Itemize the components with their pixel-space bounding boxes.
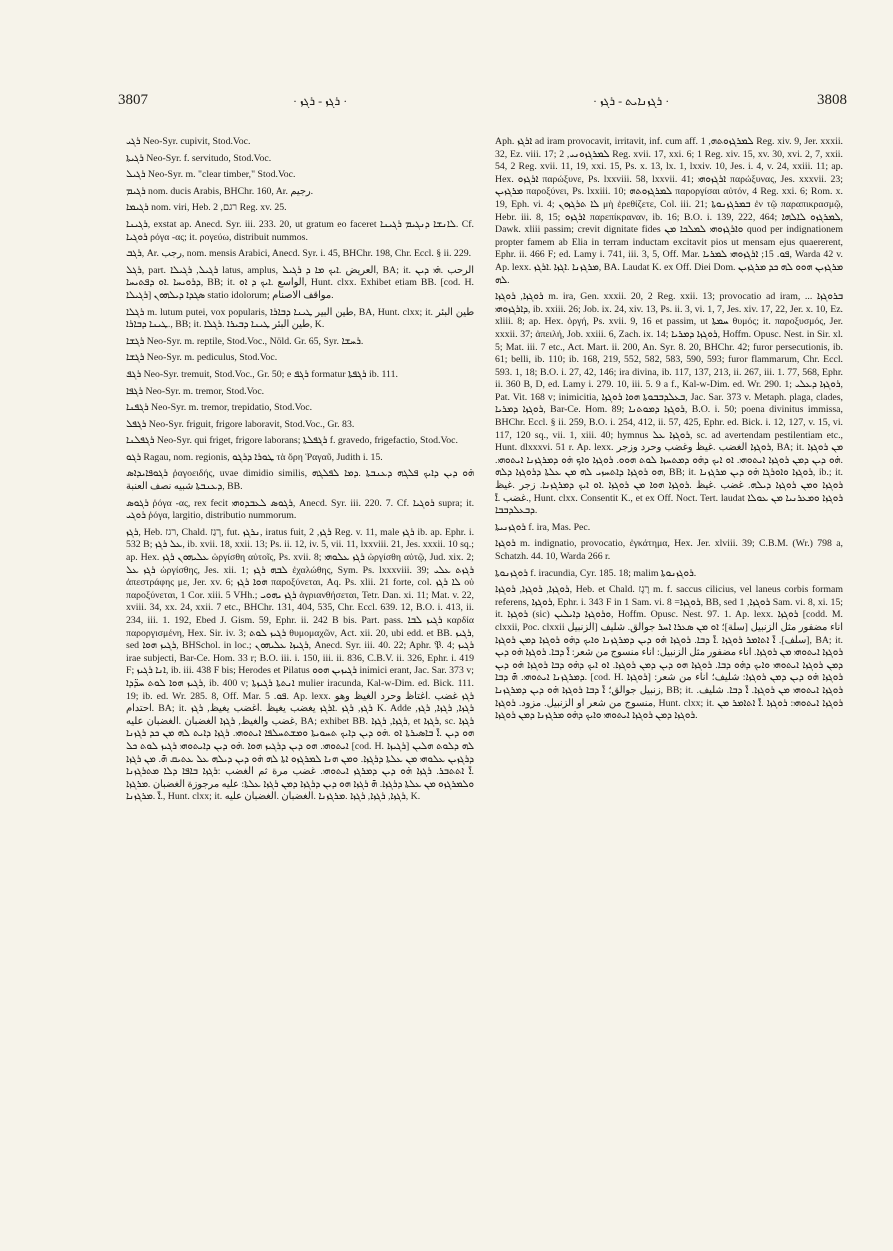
left-column <box>126 136 474 1232</box>
dictionary-entry: ܪܘܓܙܐ, ܪܘܓܙܐ, ܪܘܓܙܐ, Heb. et Chald. רֶגֶז m. f. saccus cilicius, vel laneus corbis formam referens, ܪܘܓܙܐ, Ephr. i. 343 F in 1 Sam. vi. 8 =ܪܘܓܙܐ, BB, sed ܪܘܓܙܐ, 1 Sam. vi. 8, xi. 15; it. ܪܘܓܙܐ (sic) ܘܪܘܓܙܐ ܕܐܝܠܝܢ, Hoffm. Opusc. Nest. 97. 1. Ap. lexx. ܪܘܓܙܐ [codd. M. clxxii, Poc. clxxii الزنبيل] اناء مضفور مثل الزنبيل [سلة]؛ ܐܘ ܡܢ ܣܥܪܐ ܐܚܪ جوالق. شليف [سلف]. ܐ̄ ܐܬܐܡܪ ܪܘܓܙܐ .ܐ̄ ܕܒܐ. ܪܘܓܙܐ ܗ̇ܘ ܕܝܢ ܕܡܪܓܙܢܐ ܘܐܝܟ ܕܗ̇ܘ ܪܘܓܙܐ ܕܡܢ ܪܘܓܙܐ, BA; it. ܪܘܓܙܐ ܐܝܬܘܗܝ ܡܢ ܪܘܓܙܐ. اناء مضفور مثل الزنبيل: اناء منسوج من شعر: ܐ̄ ܕܒܐ. ܪܘܓܙܐ ܗ̇ܘ ܕܝܢ ܕܡܢ ܪܘܓܙܐ ܐܝܬܘܗܝ ܘܐܝܟ ܕܗ̇ܘ ܕܒܐ. ܪܘܓܙܐ ܗܘ ܕܝܢ ܕܡܢ ܪܘܓܙܐ. ܐܘ ܐܝܟ ܕܗ̇ܘ ܕܒܐ ܪܘܓܙܐ ܗ̇ܘ ܕܝܢ ܕܡܪܓܙܢܐ ܐܝܬܘܗܝ. ܗ̄ ܕܒܐ. [cod. H. ܪܘܓܙܐ] ܪܘܓܙܐ ܗ̇ܘ ܕܝܢ ܕܡܢ ܪܘܓܙܐ: شليف؛ اناء من شعر: زنبيل جوالق؛ ܐ̄ ܕܒܐ ܪܘܓܙܐ ܗ̇ܘ ܕܝܢ ܕܡܪܓܙܢܐ, BB; it. ܪܘܓܙܐ ܐܝܬܘܗܝ ܡܢ ܪܘܓܙܐ. ܐ̄ ܕܒܐ. شليف. منسوج من شعر او الزنبيل. مزود. ܪܘܓܙܐ, Hunt. clxx; it. ܪܘܓܙܐ ܐܝܬܘܗܝ: ܪܘܓܙܐ .ܐ̄ ܐܬܐܡܪ ܡܢ ܪܘܓܙܐ ܕܡܢ ܪܘܓܙܐ ܐܝܬܘܗܝ ܘܐܝܟ ܕܗ̇ܘ ܡܪܓܙܢܐ ܕܡܢ ܪܘܓܙܐ. <box>495 584 843 722</box>
dictionary-entry: ܪܘܓܙܐ, ܪܘܓܙܐ m. ira, Gen. xxxii. 20, 2 Reg. xxii. 13; provocatio ad iram, ... ܒܪܘܓܙܐ ܕܐܪܓܙܘܗܝ, ib. xxiii. 26; Job. ix. 24, xiv. 13, Ps. ii. 3, vi. 1, 7, Jes. xiv. 17, 22, Jer. x. 10, Ez. xliii. 8; ap. Hex. ὀργή, Ps. xvii. 9, 16 et passim, ut ܚܡܬܐ θυμός; it. παροξυσμός, Jer. xxxii. 37; ἀπειλή, Job. xxiii. 6, Zach. ix. 14; ܪܘܓܙܐ ܕܡܪܝܐ, Hoffm. Opusc. Nest. in Sir. xl. 5; Mat. iii. 7 etc., Act. Mart. ii. 200, An. Syr. 8. 20, BHChr. 42; furor persecutionis, ib. 61; belli, ib. 110; ib. 168, 219, 552, 582, 583, 590, 593; furor flammarum, Chr. Eccl. 593. 1, 18; B.O. i. 27, 42, 146; ira divina, ib. 117, 137, 213, ii. 267, iii. 1. 77, 568, Ephr. ii. 360 B, D, ed. Lamy i. 279. 10, iii. 5. 9 a f., Kal-w-Dim. ed. Wr. 290. 1; ܪܘܓܙܐ ܕܥܠܝ, Pat. Vit. 168 v; inimicitia, ܒܥܠܕܒܒܘܬܐ ܗܘܐ ܪܘܓܙܐ, Jac. Sar. 373 v. Metaph. plaga, clades, ܪܘܓܙܐ ܕܡܪܝܐ, Bar-Ce. Hom. 89; ܪܘܓܙܐ ܕܡܘܬܢܐ, B.O. i. 50; poena divinitus immissa, BHChr. Eccl. § ii. 259, B.O. i. 254, 412, ii. 57, 425, Ephr. ed. Bick. i. 12, 127, v. 15, vi. 117, 120 sq., vii. 1, xiii. 40; hymnus ܪܘܓܙܐ ܥܠ, sc. ad avertendam pestilentiam etc., Hunt. dlxxxvi. 51 r. Ap. lexx. ܪܘܓܙܐ الغضب .غيظ وغضب وحرد وزجر, BA; it. ܡܢ ܪܘܓܙܐ .ܗ̇ܘ ܕܝܢ ܕܡܢ ܪܘܓܙܐ ܐܝܬܘܗܝ. ܐܘ ܐܝܟ ܕܗ̇ܘ ܕܡܬܚܙܐ ܠܘܬ ܗܘܘ. ܪܘܓܙܐ ܘܐܟ ܗ̇ܘ ܕܡܪܓܙܢܐ ܐܝܬܘܗܝ. ܗܘ ܪܘܓܙܐ ܕܐܬܚܙܝ ܠܗ ܡܢ ܥܠܬܐ ܕܪܘܓܙܐ ܕܠܗ, BB; it. ܪܘܓܙܐ ܘܐܘܪܓܐ ܗ̇ܘ ܕܝܢ ܡܪܓܙܢܐ, ib.; it. ܪܘܓܙܐ ܘܡܢ ܪܘܓܙܐ ܕܝܠܗ. غضب .غيظ .ܪܘܓܙܐ ܗܘܐ ܡܢ ܪܘܓܙܐ .ܐܘ ܐܝܟ ܕܡܪܓܙܢܐ. زجر .غيظ .غضب .ܐ̄, Hunt. clxx. Consentit K., et ex Off. Noct. Tert. laudat ܪܘܓܙܐ ܘܡܥܪܢܝܐ ܡܢ ܥܘܠܐ ܕܒܥܠܕܒܒܐ. <box>495 291 843 517</box>
dictionary-entry: ܪܓܘ Ragau, nom. regionis, ܛܘܪܐ ܕܪܓܘ τὰ ὄρη Ῥαγαῦ, Judith i. 15. <box>126 451 383 463</box>
dictionary-entry: ܪܘܓܙܢܘܬܐ f. iracundia, Cyr. 185. 18; malim ܪܘܓܙܢܘܬܐ. <box>495 567 697 579</box>
left-running-head: · ܪܓܙ - ܪܓܙ · <box>293 94 348 108</box>
dictionary-entry: ܪܓܝ Neo-Syr. cupivit, Stod.Voc. <box>126 136 251 147</box>
dictionary-entry: ܪܓܝܠ Neo-Syr. m. "clear timber," Stod.Voc. <box>126 169 296 181</box>
dictionary-entry: ܪܓܒ, Ar. رجب, nom. mensis Arabici, Anecd. Syr. i. 45, BHChr. 198, Chr. Eccl. § ii. 229. <box>126 248 472 260</box>
dictionary-entry: ܪܓܦܢܐ Neo-Syr. m. tremor, trepidatio, Stod.Voc. <box>126 402 313 414</box>
dictionary-entry: ܪܓܦܠ Neo-Syr. friguit, frigore laboravit, Stod.Voc., Gr. 83. <box>126 418 355 430</box>
dictionary-entry: ܪܓܘܣ ῥόγα -ας, rex fecit ܪܓܘܣ ܠܥܒܕܘܗܝ, Anecd. Syr. iii. 220. 7. Cf. ܪܘܓܝܐ supra; it. ܪܘܓܝ ῥόγα, largitio, distributio nummorum. <box>126 497 474 522</box>
dictionary-entry: ܪܓܝܡܐ nom. viri, Heb. רגם, 2 Reg. xv. 25. <box>126 202 287 214</box>
right-page-number: 3808 <box>817 92 847 108</box>
dictionary-entry: ܪܓܝܢܐ, exstat ap. Anecd. Syr. iii. 233. 20, ut gratum eo faceret ܠܐܢܫܐ ܕܢܓܝܡ ܪܓܝܢܐ. Cf. ܪܘܓܝܐ ρόγα -ας; it. ρογεύω, distribuit nummos. <box>126 218 474 243</box>
dictionary-entry: ܪܓܘܦܐܝܕܐܣ ῥαγοειδής, uvae dimidio similis, ܗ̇ܘ ܕܝܢ ܕܐܝܟ ܦܠܓܗ ܕܥܢܒܬܐ .ܕܡܐ ܠܦܠܓܗ ܕܥܢܒܬܐ شبيه نصف العنبة, BB. <box>126 468 474 493</box>
right-running-head: · ܪܓܙܢܐܝܬ - ܪܓܙ · <box>593 94 670 108</box>
dictionary-entry: ܪܓܙ, Heb. רגז, Chald. רְגַז, fut. ܢܪܓܙ, iratus fuit, ܪܓܙ, 2 Reg. v. 11, male ܪܓܙ ib. ap. Ephr. i. 532 B; ܥܠ ܪܓܙ, ib. xvii. 18, xxii. 13; Ps. ii. 12, iv. 5, vii. 11, lxxviii. 21, Jes. xxxii. 10 sq.; ap. Hex. ܥܠܝܗܘܢ ܪܓܙ ὠργίσθη αὐτοῖς, Ps. xvii. 8; ܪܓܙ ܥܠܘܗܝ ὠργίσθη αὐτῷ, Jud. xix. 2; ܪܓܙ ܥܠ ὠργίσθης, Jes. xii. 1; ܠܒܗ ܪܓܙ ἐχαλώθης, Sym. Ps. lxxxviii. 39; ܪܓܙܬ ܥܠܝ ἀπεστράφης με, Jer. xv. 6; ܗܘܐ ܪܓܙ παροξύνεται, Aq. Ps. xlii. 21 forte, col. ܠܐ ܪܓܙ οὐ παροξύνεται, 1 Cor. xiii. 5 VHh.; ܪܓܙ ܝܗܘܝ ἀγριανθήσεται, Tetr. Dan. xi. 11; Mat. v. 22, xviii. 34, xx. 24, xxii. 7 etc., BHChr. 131, 404, 535, Chr. Eccl. 639. 12, B.O. i. 413, ii. 234, iii. 1. 192, Ebed J. Gism. 59, Ephr. ii. 242 B bis. Part. pass. ܪܓܝܙ ܠܒܐ καρδία παροργισμένη, Hex. Sir. iv. 3; ܪܓܝܙ ܠܘܬ θυμομαχῶν, Act. xii. 20, ubi edd. et BB. ܪܓܝܙ, sed ܪܓܝܙ ܗܘܐ, BHSchol. in loc.; ܪܓܝܙܐ ܥܠܝܗܘܢ, Anecd. Syr. iii. 40. 22; Aphr. 𝔓. 4; ܪܓܝܙ irae subjecti, Bar-Ce. Hom. 33 r; B.O. iii. i. 150, iii. ii. 836, C.B.V. ii. 326, Ephr. i. 419 F; ܐܢܐ ܪܓܝܙ, ib. iii. 438 F bis; Herodes et Pilatus ܪܓܝܙܝܢ ܗܘܘ inimici erant, Jac. Sar. 373 v; ܪܓܝܙ ܗܘܐ ܠܘܬ ܚܕ̈ܕܐ, ib. 400 v; ܐܢܬܬܐ ܪܓܝܙܬܐ mulier iracunda, Kal-w-Dim. ed. Bick. 111. 19; ib. ed. Wr. 285. 8, Off. Mar. ܦܘ. 5. Ap. lexx. ܪܓܙ غضب .اغتاظ وحرد الغيظ وهو احتدام. BA; it. ܪܓܙ, ܪܓܙ .ܐܪܓܙ يغضب يغيظ .اغضب يغيظ, ܪܓܙ K. Adde ܪܓܙܐ, ܪܓܙܐ, ܪܓܙ, غضب والغيظ, ܪܓܙܐ الغضبان .الغضبان عليه, BA; exhibet BB. ܪܓܙܐ, ܪܓܙܐ, et ܪܓܙܐ, sc. ܪܓܙܐ ܗܘ ܕܝܢ .ܐ̄ ܒܐܣܝܪܬܐ ܐܘ .ܗ̇ܘ ܕܝܢ ܕܐܝܟ ܬܚܘܝܬܐ ܘܡܫܬܚܠܦܐ ܐܝܬܘܗܝ. ܪܓܙܐ ܕܐܝܬ ܠܗ ܡܢ ܟܕ ܪܓܙܢܐ ܐܝܬܘܗܝ. ܗܘ ܕܝܢ ܕܪܓܝܙ ܗܘܐ .ܗ̇ܘ ܕܝܢ ܕܐܝܬܘܗܝ ܪܓܝܙ ܠܘܬ ܟܠ [cod. H. ܪܓܝܙܐ] ܠܗ ܕܠܘܬ ܗܠܝܢ ܕܪܓܙܝܢ ܥܠܘܗܝ ܡܢ ܥܠܬܐ ܕܪܓܙܐ. ܘܡܢ ܗܢܐ ܠܡܪܓܙܘ ܐܬܐ ܠܗ ܗ̇ܘ ܕܝܢ ܕܝܠܗ ܥܠ ܥܬܝܩ ܗ̄. ܡܢ ܪܓܙܐ .ܐ̄ ܐܬܬܒܪ. ܪܓܙܐ ܗ̇ܘ ܕܝܢ ܕܡܪܓܙ ܐܝܬܘܗܝ. غضب مرة ثم الغضب :ܪܓܙܐ ܒܐܦܐ ܕܠܐ ܡܬܪܓܙܢܐ ܘܠܡܪܓܙܘ ܡܢ ܥܠܬܐ ܕܪܓܙܐ. ܗ̄ ܪܓܙܐ ܗܘ ܕܝܢ ܕܪܓܙܐ ܕܡܢ ܪܓܙܐ ܥܠܬܐ: عليه مرجوزة الغضبان .ܡܪܓܙܐ .ܐ̄ .ܡܪܓܙܢܐ, Hunt. clxx; it. ܪܓܙܐ, ܪܓܙܐ, ܪܓܙܐ .ܡܪܓܙܢܐ .الغضبان .الغضبان عليه, K. <box>126 526 474 803</box>
dictionary-entry: ܪܓܫܐ Neo-Syr. m. pediculus, Stod.Voc. <box>126 352 278 364</box>
dictionary-entry: ܪܓܝܬܐ Neo-Syr. f. servitudo, Stod.Voc. <box>126 152 272 164</box>
dictionary-entry: ܪܓܦܠܢܐ Neo-Syr. qui friget, frigore laborans; ܪܓܦܠܬܐ f. gravedo, frigefactio, Stod.Voc. <box>126 435 458 447</box>
page-header <box>118 92 847 118</box>
dictionary-entry: ܪܓܦ Neo-Syr. tremuit, Stod.Voc., Gr. 50; e ܪܓܦ formatur ܪܓܦܬܐ ib. 111. <box>126 368 398 380</box>
dictionary-entry: ܪܓܠܐ m. lutum putei, vox popularis, طين البير ܛܝܢܐ ܕܒܐܪܐ, BA, Hunt. clxx; it. طين البئر .ܛܝܢܐ ܕܒܐܪܐ, BB; it. طين البئر ܛܝܢܐ ܕܒܝܪܐ .ܪܓܠܐ, K. <box>126 306 474 331</box>
dictionary-entry: ܪܓܦܐ Neo-Syr. m. tremor, Stod.Voc. <box>126 385 265 397</box>
dictionary-entry: ܪܘܓܙܐ m. indignatio, provocatio, ἐγκάτημα, Hex. Jer. xlviii. 39; C.B.M. (Wr.) 798 a, Schatzh. 44. 10, Warda 266 r. <box>495 538 843 562</box>
dictionary-entry: ܪܓܫܐ Neo-Syr. m. reptile, Stod.Voc., Nöld. Gr. 65, Syr. ܪܚܫܐ. <box>126 335 364 347</box>
dictionary-entry: ܪܘܓܙܢܝܬܐ f. ira, Mas. Pec. <box>495 521 591 533</box>
dictionary-entry: Aph. ܐܪܓܙ ad iram provocavit, irritavit, inf. cum aff. ܠܡܪܓܙܘܬܗ, 1 Reg. xiv. 9, Jer. xxxii. 32, Ez. viii. 17; ܠܡܪܓܙܘܢܝ, 2 Reg. xvii. 17, xxi. 6; 1 Reg. xiv. 15, xv. 30, xvi. 2, 7, xxii. 54, 2 Reg. xvii. 11, 19, xxi. 15, Ps. x. 13, lx. 1, lxxiv. 10, Jes. i. 4, v. 24, xxiii. 11; ap. Hex. ܐܪܓܙܘ παρώξυνε, Ps. lxxviii. 58, lxxvii. 41; ܐܪܓܙܘܗܝ παρώξυνας, Jes. xxxvii. 23; ܡܪܓܙܝܢ παροξύνει, Ps. lxxiii. 10; ܠܡܪܓܙܘܬܗ παροργίσαι αὐτόν, 4 Reg. xxi. 6; Rom. x. 19, Eph. vi. 4; ܠܐ ܬܪܓܙܘܢ μὴ ἐρεθίζετε, Col. iii. 21; ܒܡܪܓܙܢܘܬܐ ἐν τῷ παραπικρασμῷ, Hebr. iii. 8, 15; ܐܪܓܙܘ παρεπίκραναν, ib. 16; B.O. i. 139, 222, 464; ܠܡܪܓܙܘ ܠܐܠܗܐ, Dawk. xliii passim; crevit dignitate fides ܘܐܪܓܙܘܗܝ ܠܡܠܟܐ ܡܢ quod per indignationem propter famem ab Elia in terram inductam excitavit pios ut mensam ejus quaererent, Ephr. ii. 466 F; ed. Lamy i. 741, iii. 3, 5, Off. Mar. ܦܘ. 15; ܐܪܓܙܘܗܝ ܠܡܪܝܐ, Warda 42 v. Ap. lexx. ܡܪܓܙܢܐ .ܐܓܙܐ .ܐܪܓܙ, BA. Laudat K. ex Off. Diei Dom. ܡܪܓܙܝܢ ܗܘܘ ܠܗ ܟܕ ܡܪܓܙܝܢ ܠܗ. <box>495 136 843 286</box>
dictionary-entry: ܪܓܠ, part. ܪܓܝܠ, ܪܓܝܠܐ latus, amplus, العريض .ܐܝܟ ܡܐ ܕ ܪܓܝܠ, BA; it. الرحب .ܗ̇ܝ ܕܝܢ ܕܪܘܝܚܐ .ܐܘ ܕܦܬܝܚܐ, BB; it. الواسع .ܐܝܟ ܕ ܐܘ, Hunt. clxx. Exhibet etiam BB. [cod. H. ܪܓܝܠܐ] ܣܓܕܐ ܕܝܠܗܘܢ statio idolorum; مواقف الاصنام. <box>126 264 474 301</box>
left-page-number: 3807 <box>118 92 148 108</box>
right-column <box>495 136 843 1232</box>
dictionary-entry: ܪܓܝܡ nom. ducis Arabis, BHChr. 160, Ar. رجيم. <box>126 185 314 197</box>
